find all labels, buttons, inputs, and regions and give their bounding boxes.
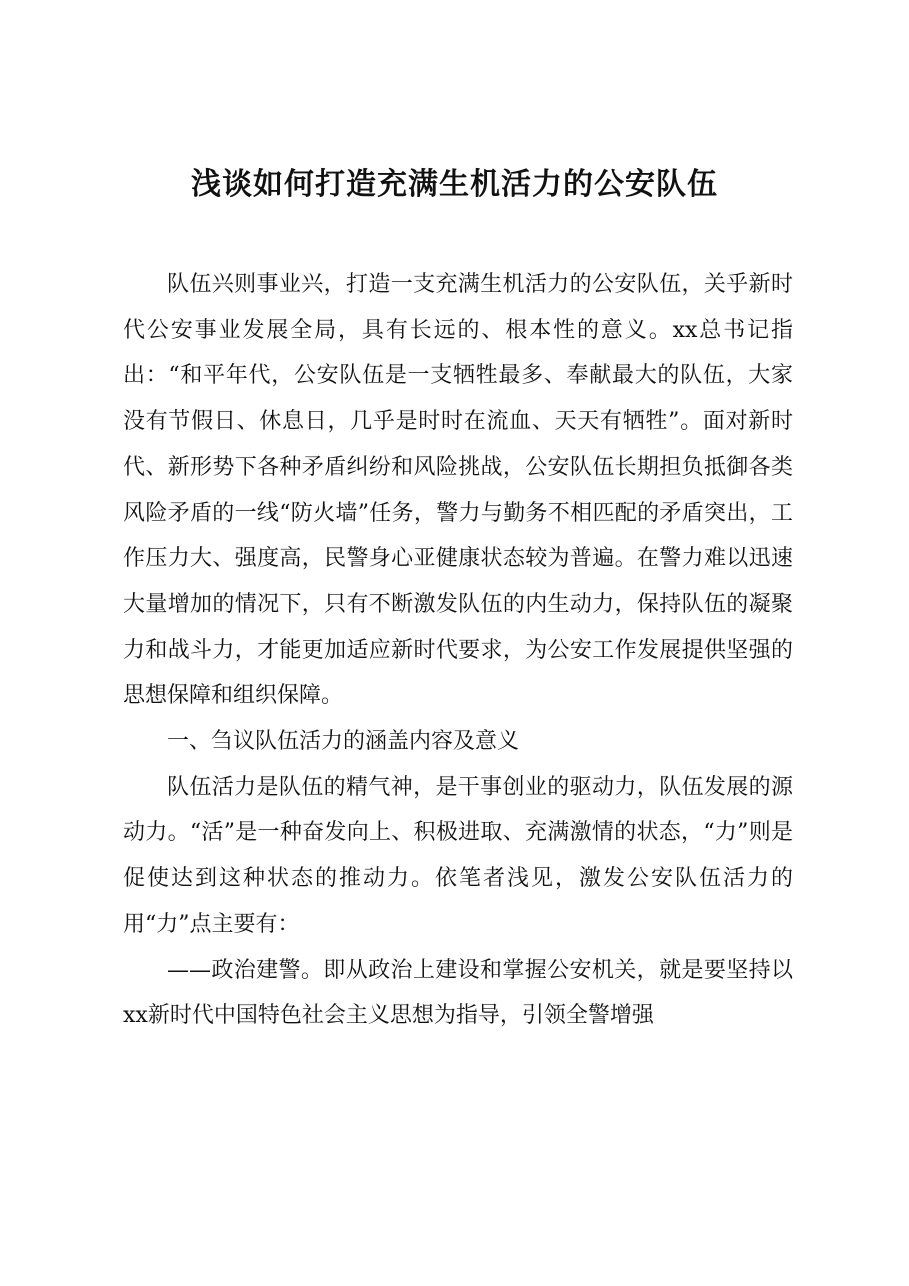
document-body (123, 262, 793, 1039)
paragraph-vitality-definition: 队伍活力是队伍的精气神，是干事创业的驱动力，队伍发展的源动力。“活”是一种奋发向上、积极进取、充满激情的状态，“力”则是促使达到这种状态的推动力。依笔者浅见，激发公安队伍活力的用“力”点主要有： (123, 774, 793, 937)
paragraph-intro: 队伍兴则事业兴，打造一支充满生机活力的公安队伍，关乎新时代公安事业发展全局，具有长远的、根本性的意义。xx总书记指出：“和平年代，公安队伍是一支牺牲最多、奉献最大的队伍，大家没有节假日、休息日，几乎是时时在流血、天天有牺牲”。面对新时代、新形势下各种矛盾纠纷和风险挑战，公安队伍长期担负抵御各类风险矛盾的一线“防火墙”任务，警力与勤务不相匹配的矛盾突出，工作压力大、强度高，民警身心亚健康状态较为普遍。在警力难以迅速大量增加的情况下，只有不断激发队伍的内生动力，保持队伍的凝聚力和战斗力，才能更加适应新时代要求，为公安工作发展提供坚强的思想保障和组织保障。 (123, 272, 793, 709)
section-heading-1: 一、刍议队伍活力的涵盖内容及意义 (167, 729, 520, 755)
paragraph-political-policing: ——政治建警。即从政治上建设和掌握公安机关，就是要坚持以xx新时代中国特色社会主义思想为指导，引领全警增强 (123, 957, 793, 1029)
document-title: 浅谈如何打造充满生机活力的公安队伍 (191, 167, 718, 202)
